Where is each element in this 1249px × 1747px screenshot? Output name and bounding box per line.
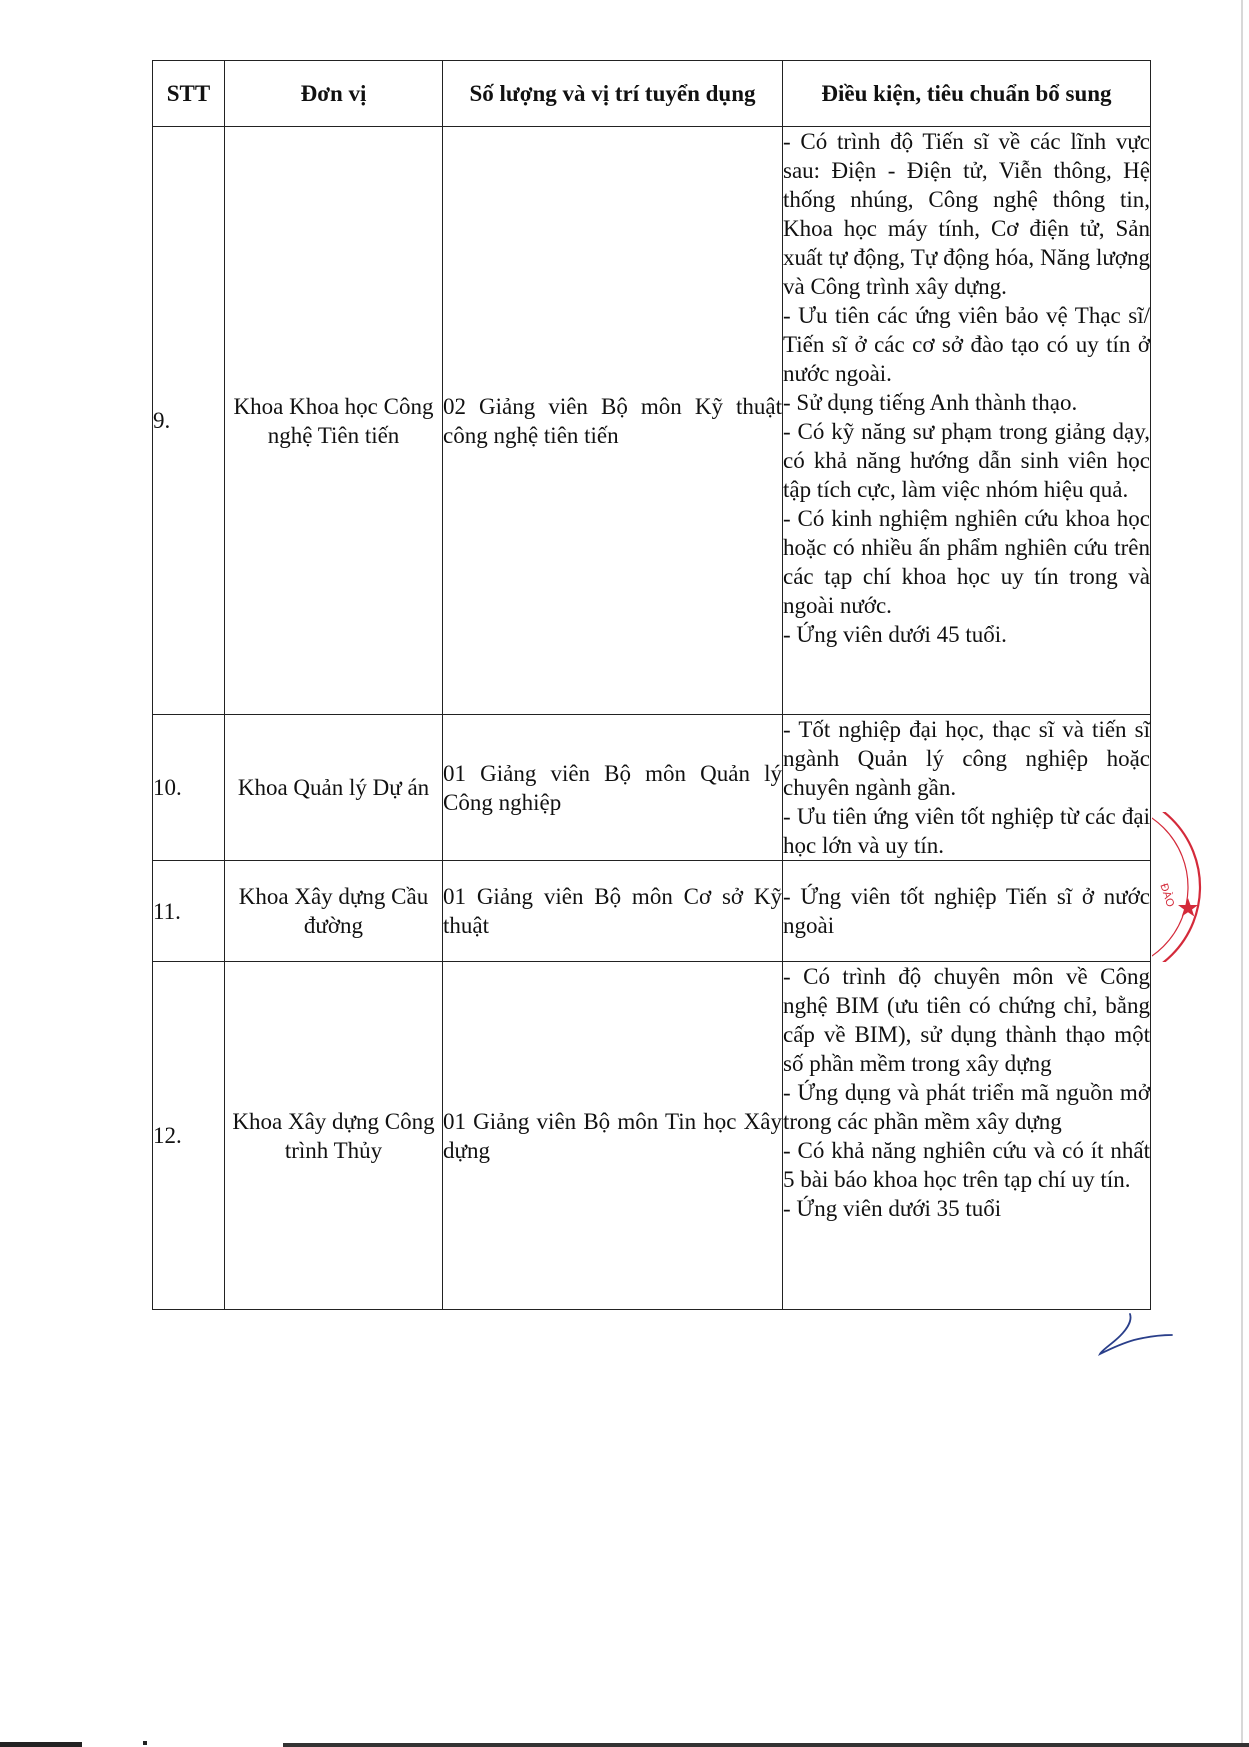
row-position: 01 Giảng viên Bộ môn Cơ sở Kỹ thuật bbox=[443, 861, 783, 962]
row-unit: Khoa Xây dựng Công trình Thủy bbox=[225, 962, 443, 1310]
header-position: Số lượng và vị trí tuyển dụng bbox=[443, 61, 783, 127]
table-row bbox=[153, 962, 1151, 1310]
requirement-item: - Có khả năng nghiên cứu và có ít nhất 5 bài báo khoa học trên tạp chí uy tín. bbox=[783, 1138, 1150, 1192]
row-position: 01 Giảng viên Bộ môn Quản lý Công nghiệp bbox=[443, 715, 783, 861]
row-requirements bbox=[783, 715, 1151, 861]
requirement-item: - Tốt nghiệp đại học, thạc sĩ và tiến sĩ ngành Quản lý công nghiệp hoặc chuyên ngành gần. bbox=[783, 717, 1150, 800]
row-unit: Khoa Quản lý Dự án bbox=[225, 715, 443, 861]
requirement-item: - Ứng viên tốt nghiệp Tiến sĩ ở nước ngoài bbox=[783, 884, 1150, 938]
requirement-item: - Có trình độ chuyên môn về Công nghệ BIM (ưu tiên có chứng chỉ, bằng cấp về BIM), sử dụng thành thạo một số phần mềm trong xây dựng bbox=[783, 964, 1150, 1076]
row-requirements bbox=[783, 861, 1151, 962]
row-requirements bbox=[783, 962, 1151, 1310]
header-unit: Đơn vị bbox=[225, 61, 443, 127]
handwritten-signature-icon bbox=[1094, 1310, 1174, 1358]
requirement-item: - Ứng dụng và phát triển mã nguồn mở trong các phần mềm xây dựng bbox=[783, 1080, 1150, 1134]
row-position: 02 Giảng viên Bộ môn Kỹ thuật công nghệ tiên tiến bbox=[443, 127, 783, 715]
requirement-item: - Ưu tiên các ứng viên bảo vệ Thạc sĩ/ Tiến sĩ ở các cơ sở đào tạo có uy tín ở nước ngoài. bbox=[783, 303, 1150, 386]
requirement-item: - Có trình độ Tiến sĩ về các lĩnh vực sau: Điện - Điện tử, Viễn thông, Hệ thống nhúng, Công nghệ thông tin, Khoa học máy tính, Cơ điện tử, Sản xuất tự động, Tự động hóa, Năng lượng và Công trình xây dựng. bbox=[783, 129, 1150, 299]
recruitment-table bbox=[152, 60, 1151, 1310]
header-stt: STT bbox=[153, 61, 225, 127]
row-unit: Khoa Khoa học Công nghệ Tiên tiến bbox=[225, 127, 443, 715]
row-stt: 10. bbox=[153, 715, 225, 861]
requirement-item: - Ứng viên dưới 45 tuổi. bbox=[783, 622, 1007, 647]
red-seal-stamp-icon bbox=[1152, 812, 1204, 962]
table-row bbox=[153, 861, 1151, 962]
svg-text:ĐÀO: ĐÀO bbox=[1157, 882, 1177, 909]
row-requirements bbox=[783, 127, 1151, 715]
requirement-item: - Ưu tiên ứng viên tốt nghiệp từ các đại học lớn và uy tín. bbox=[783, 804, 1150, 858]
table-row bbox=[153, 127, 1151, 715]
page-edge bbox=[1241, 0, 1243, 1747]
scan-edge-mark bbox=[0, 1742, 82, 1747]
header-requirements: Điều kiện, tiêu chuẩn bổ sung bbox=[783, 61, 1151, 127]
table-header-row bbox=[153, 61, 1151, 127]
requirement-item: - Có kỹ năng sư phạm trong giảng dạy, có khả năng hướng dẫn sinh viên học tập tích cực, làm việc nhóm hiệu quả. bbox=[783, 419, 1150, 502]
requirement-item: - Ứng viên dưới 35 tuổi bbox=[783, 1196, 1002, 1221]
scan-edge-mark bbox=[143, 1741, 147, 1745]
requirement-item: - Sử dụng tiếng Anh thành thạo. bbox=[783, 390, 1078, 415]
table-row bbox=[153, 715, 1151, 861]
row-unit: Khoa Xây dựng Cầu đường bbox=[225, 861, 443, 962]
row-position: 01 Giảng viên Bộ môn Tin học Xây dựng bbox=[443, 962, 783, 1310]
row-stt: 9. bbox=[153, 127, 225, 715]
row-stt: 11. bbox=[153, 861, 225, 962]
scan-edge-mark bbox=[283, 1743, 1249, 1747]
row-stt: 12. bbox=[153, 962, 225, 1310]
requirement-item: - Có kinh nghiệm nghiên cứu khoa học hoặc có nhiều ấn phẩm nghiên cứu trên các tạp chí khoa học uy tín trong và ngoài nước. bbox=[783, 506, 1150, 618]
